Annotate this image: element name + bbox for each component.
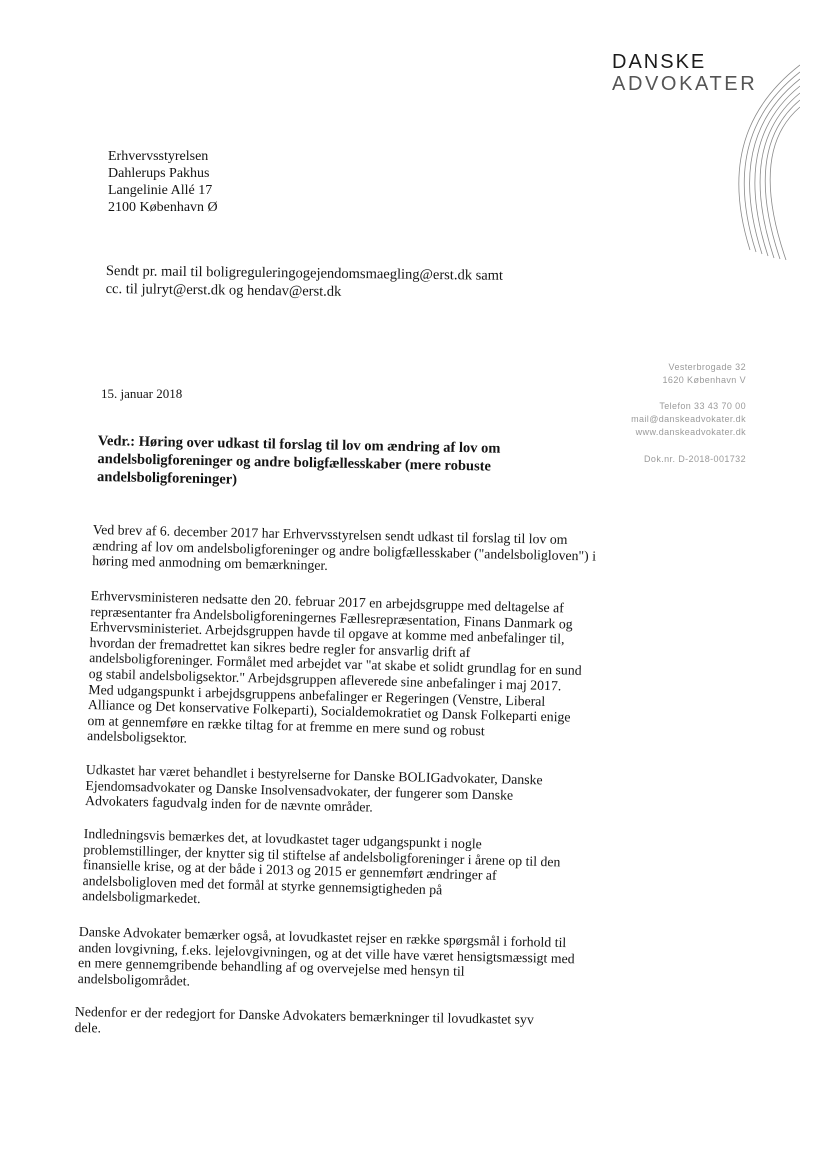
body-paragraph: Udkastet har været behandlet i bestyrelserne for Danske BOLIGadvokater, Danske Ejendomsadvokater og Danske Insolvensadvokater, der fungerer som Danske Advokaters fagudvalg inden for de nævnte områder. — [84, 762, 543, 815]
sender-phone: Telefon 33 43 70 00 — [659, 401, 746, 411]
logo-text-danske: DANSKE — [612, 51, 707, 73]
body-paragraph: Erhvervsministeren nedsatte den 20. februar 2017 en arbejdsgruppe med deltagelse af repræsentanter fra Andelsboligforeningernes Fællesrepræsentation, Finans Danmark og Erhvervsministeriet. Arbejdsgruppen havde til opgave at komme med anbefalinger til, hvordan der fremadrettet kan sikres bedre regler for ansvarlig drift af andelsboligforeninger. Formålet med arbejdet var "at skabe et solidt grundlag for en sund og stabil andelsboligsektor." Arbejdsgruppen afleverede sine anbefalinger i maj 2017. Med udgangspunkt i arbejdsgruppens anbefalinger er Regeringen (Venstre, Liberal Alliance og Det konservative Folkeparti), Socialdemokratiet og Dansk Folkeparti enige om at gennemføre en række tiltag for at fremme en mere sund og robust andelsboligsektor. — [86, 588, 582, 746]
logo-swoosh-icon — [700, 60, 800, 260]
sender-contact — [631, 400, 746, 439]
body-paragraph: Nedenfor er der redegjort for Danske Advokaters bemærkninger til lovudkastet syv dele. — [74, 1004, 534, 1036]
sender-street: Vesterbrogade 32 — [668, 362, 746, 372]
sender-city: 1620 København V — [662, 375, 746, 385]
letter-date: 15. januar 2018 — [101, 386, 183, 401]
sent-note-line: cc. til julryt@erst.dk og hendav@erst.dk — [105, 280, 342, 300]
recipient-line: Langelinie Allé 17 — [108, 183, 213, 198]
letter-subject: Vedr.: Høring over udkast til forslag til lov om ændring af lov om andelsboligforeninger og andre boligfællesskaber (mere robuste andelsboligforeninger) — [96, 432, 501, 488]
recipient-line: Dahlerups Pakhus — [108, 166, 210, 181]
body-paragraph: Danske Advokater bemærker også, at lovudkastet rejser en række spørgsmål i forhold til anden lovgivning, f.eks. lejelovgivningen, og at det ville have været hensigtsmæssigt med en mere gennemgribende behandling af og overvejelse med hensyn til andelsboligområdet. — [77, 924, 575, 989]
recipient-address — [108, 148, 218, 216]
sender-address — [663, 361, 746, 387]
logo-text-advokater: ADVOKATER — [612, 73, 758, 95]
sent-note — [106, 262, 504, 303]
sender-web: www.danskeadvokater.dk — [635, 427, 746, 437]
recipient-line: Erhvervsstyrelsen — [108, 149, 209, 164]
sent-note-line: Sendt pr. mail til boligreguleringogejendomsmaegling@erst.dk samt — [105, 262, 504, 284]
document-number: Dok.nr. D-2018-001732 — [644, 454, 746, 464]
recipient-line: 2100 København Ø — [108, 200, 218, 215]
sender-email: mail@danskeadvokater.dk — [631, 414, 746, 424]
body-paragraph: Indledningsvis bemærkes det, at lovudkastet tager udgangspunkt i nogle problemstillinger, der knytter sig til stiftelse af andelsboligforeninger i årene op til den finansielle krise, og at der både i 2013 og 2015 er gennemført ændringer af andelsboligloven med det formål at styrke gennemsigtigheden på andelsboligmarkedet. — [81, 826, 561, 907]
body-paragraph: Ved brev af 6. december 2017 har Erhvervsstyrelsen sendt udkast til forslag til lov om ændring af lov om andelsboligforeninger og andre boligfællesskaber ("andelsboligloven") i høring med anmodning om bemærkninger. — [92, 522, 597, 574]
